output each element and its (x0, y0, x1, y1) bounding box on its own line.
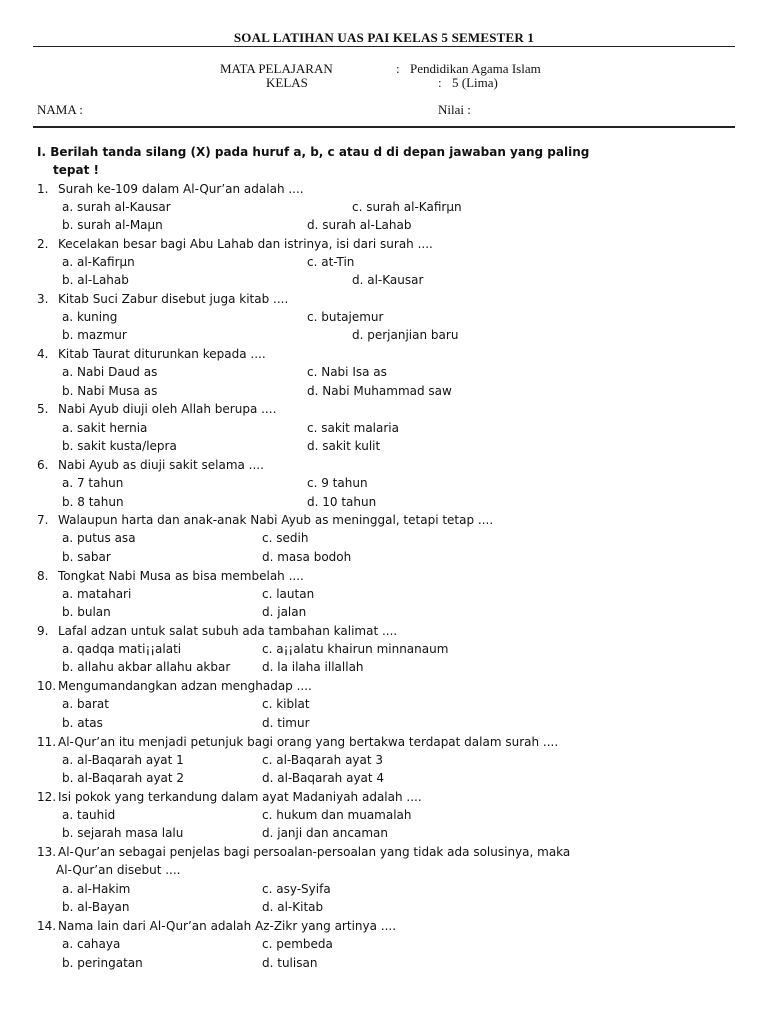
option-b: b. mazmur (62, 328, 127, 342)
option-a: a. putus asa (62, 531, 136, 545)
option-a: a. cahaya (62, 937, 121, 951)
question-4 (37, 347, 266, 361)
question-text-continued: Al-Qur’an disebut .... (56, 863, 181, 877)
option-d: d. timur (262, 716, 310, 730)
class-colon: : (438, 75, 442, 90)
question-number: 11. (37, 735, 57, 749)
option-a: a. 7 tahun (62, 476, 124, 490)
question-text: Kecelakan besar bagi Abu Lahab dan istrinya, isi dari surah .... (58, 237, 433, 251)
option-d: d. al-Kausar (352, 273, 424, 287)
option-a: a. barat (62, 697, 109, 711)
option-d: d. la ilaha illallah (262, 660, 364, 674)
option-b: b. Nabi Musa as (62, 384, 158, 398)
option-c: c. butajemur (307, 310, 384, 324)
option-a: a. kuning (62, 310, 118, 324)
option-c: c. lautan (262, 587, 315, 601)
question-number: 1. (37, 182, 49, 196)
question-number: 2. (37, 237, 49, 251)
question-text: Lafal adzan untuk salat subuh ada tambahan kalimat .... (58, 624, 398, 638)
question-9 (37, 624, 397, 638)
question-text: Walaupun harta dan anak-anak Nabi Ayub as meninggal, tetapi tetap .... (58, 513, 494, 527)
question-number: 6. (37, 458, 49, 472)
option-b: b. al-Lahab (62, 273, 129, 287)
option-c: c. a¡¡alatu khairun minnanaum (262, 642, 449, 656)
subject-label: MATA PELAJARAN (220, 61, 333, 76)
option-d: d. janji dan ancaman (262, 826, 388, 840)
option-b: b. atas (62, 716, 103, 730)
name-field-label: NAMA : (37, 102, 83, 117)
question-text: Al-Qur’an itu menjadi petunjuk bagi orang yang bertakwa terdapat dalam surah .... (58, 735, 559, 749)
question-1 (37, 182, 304, 196)
question-14 (37, 919, 396, 933)
option-c: c. hukum dan muamalah (262, 808, 412, 822)
question-number: 4. (37, 347, 49, 361)
option-b: b. bulan (62, 605, 111, 619)
option-a: a. matahari (62, 587, 132, 601)
question-7 (37, 513, 493, 527)
option-b: b. surah al-Maμn (62, 218, 163, 232)
option-d: d. perjanjian baru (352, 328, 459, 342)
option-a: a. al-Baqarah ayat 1 (62, 753, 184, 767)
option-c: c. sedih (262, 531, 309, 545)
option-b: b. sabar (62, 550, 111, 564)
question-number: 5. (37, 402, 49, 416)
question-number: 3. (37, 292, 49, 306)
page-title: SOAL LATIHAN UAS PAI KELAS 5 SEMESTER 1 (233, 30, 535, 45)
option-b: b. al-Bayan (62, 900, 130, 914)
option-a: a. qadqa mati¡¡alati (62, 642, 182, 656)
option-c: c. Nabi Isa as (307, 365, 387, 379)
option-b: b. sejarah masa lalu (62, 826, 184, 840)
subject-colon: : (396, 61, 400, 76)
question-5 (37, 402, 276, 416)
question-text: Kitab Suci Zabur disebut juga kitab .... (58, 292, 289, 306)
question-2 (37, 237, 433, 251)
option-a: a. Nabi Daud as (62, 365, 158, 379)
option-c: c. sakit malaria (307, 421, 399, 435)
option-c: c. pembeda (262, 937, 333, 951)
question-text: Mengumandangkan adzan menghadap .... (58, 679, 312, 693)
option-b: b. 8 tahun (62, 495, 124, 509)
option-d: d. surah al-Lahab (307, 218, 412, 232)
question-8 (37, 569, 304, 583)
question-12 (37, 790, 422, 804)
question-number: 13. (37, 845, 57, 859)
question-13 (37, 845, 570, 859)
option-d: d. tulisan (262, 956, 318, 970)
question-text: Tongkat Nabi Musa as bisa membelah .... (58, 569, 304, 583)
section-instruction: I. Berilah tanda silang (X) pada huruf a, b, c atau d di depan jawaban yang paling (37, 145, 590, 159)
question-text: Isi pokok yang terkandung dalam ayat Madaniyah adalah .... (58, 790, 422, 804)
header-divider-top (33, 46, 735, 47)
question-text: Kitab Taurat diturunkan kepada .... (58, 347, 266, 361)
question-text: Al-Qur’an sebagai penjelas bagi persoalan-persoalan yang tidak ada solusinya, maka (58, 845, 571, 859)
question-6 (37, 458, 264, 472)
option-b: b. sakit kusta/lepra (62, 439, 177, 453)
option-a: a. al-Kafirμn (62, 255, 135, 269)
question-number: 12. (37, 790, 57, 804)
section-instruction-continued: tepat ! (53, 163, 99, 177)
question-text: Nama lain dari Al-Qur’an adalah Az-Zikr yang artinya .... (58, 919, 397, 933)
question-number: 8. (37, 569, 49, 583)
option-c: c. kiblat (262, 697, 310, 711)
question-number: 7. (37, 513, 49, 527)
option-d: d. Nabi Muhammad saw (307, 384, 452, 398)
option-a: a. surah al-Kausar (62, 200, 171, 214)
question-10 (37, 679, 312, 693)
option-d: d. al-Kitab (262, 900, 324, 914)
question-text: Nabi Ayub diuji oleh Allah berupa .... (58, 402, 277, 416)
option-a: a. sakit hernia (62, 421, 148, 435)
option-c: c. al-Baqarah ayat 3 (262, 753, 384, 767)
option-d: d. jalan (262, 605, 307, 619)
option-c: c. 9 tahun (307, 476, 368, 490)
header-divider-bottom (33, 126, 735, 128)
question-number: 14. (37, 919, 57, 933)
subject-value: Pendidikan Agama Islam (410, 61, 541, 76)
question-number: 10. (37, 679, 57, 693)
option-b: b. al-Baqarah ayat 2 (62, 771, 185, 785)
option-b: b. peringatan (62, 956, 143, 970)
option-c: c. asy-Syifa (262, 882, 331, 896)
option-c: c. surah al-Kafirμn (352, 200, 462, 214)
option-b: b. allahu akbar allahu akbar (62, 660, 231, 674)
question-11 (37, 735, 558, 749)
question-text: Nabi Ayub as diuji sakit selama .... (58, 458, 264, 472)
option-d: d. masa bodoh (262, 550, 352, 564)
option-d: d. sakit kulit (307, 439, 381, 453)
question-text: Surah ke-109 dalam Al-Qur’an adalah .... (58, 182, 304, 196)
option-d: d. 10 tahun (307, 495, 377, 509)
question-number: 9. (37, 624, 49, 638)
question-3 (37, 292, 288, 306)
option-a: a. al-Hakim (62, 882, 131, 896)
score-field-label: Nilai : (438, 102, 471, 117)
class-value: 5 (Lima) (452, 75, 498, 90)
class-label: KELAS (266, 75, 308, 90)
option-c: c. at-Tin (307, 255, 355, 269)
option-d: d. al-Baqarah ayat 4 (262, 771, 385, 785)
option-a: a. tauhid (62, 808, 116, 822)
